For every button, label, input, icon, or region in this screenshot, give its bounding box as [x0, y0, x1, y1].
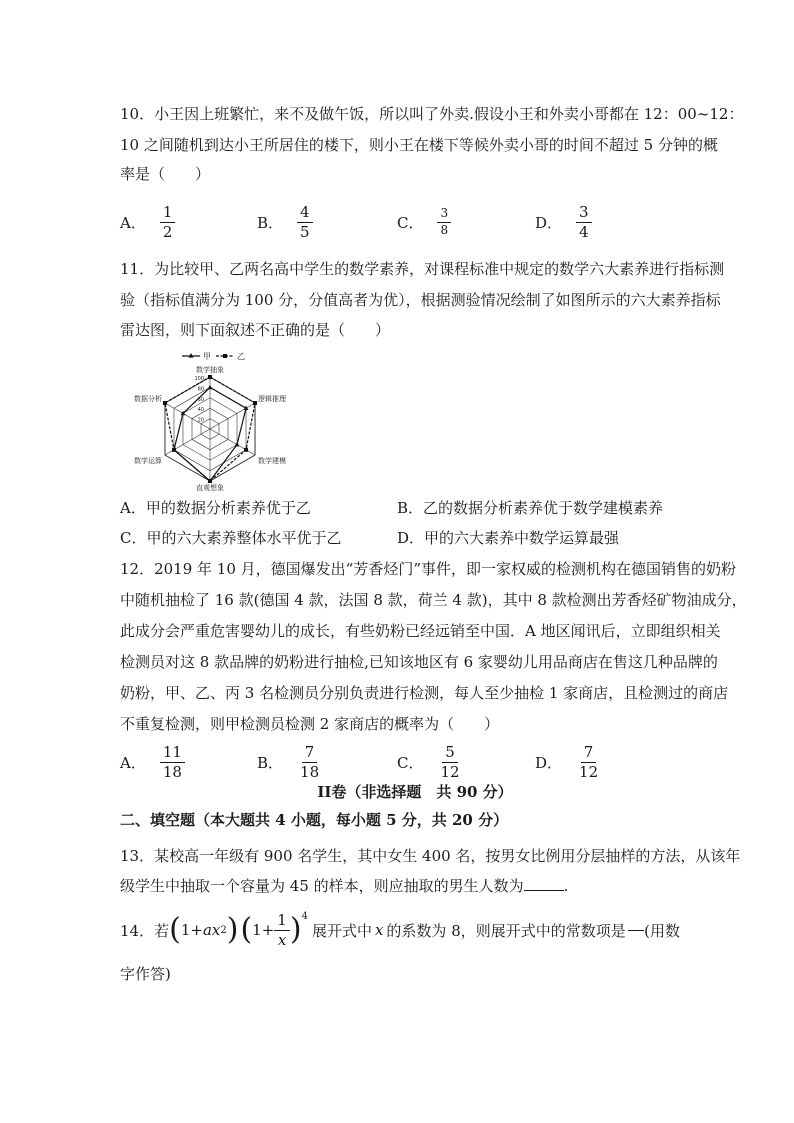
tick-label: 80: [197, 386, 204, 393]
q14-line1: 14．若 ( 1+ a x 2 ) ( 1+ $\frac{1}{x}$ ) $^4$ 展开式中 x 的系数为 8，则展开式中的常数项是 (用数: [120, 910, 680, 949]
tick-label: 20: [197, 417, 204, 424]
q14-line2: 字作答): [120, 965, 171, 983]
axis-label: 数学运算: [133, 457, 162, 465]
radar-chart: [120, 349, 300, 492]
legend-jia-marker: [189, 353, 194, 358]
q13-answer-blank[interactable]: [524, 890, 564, 891]
q12-line5: 奶粉，甲、乙、丙 3 名检测员分别负责进行检测，每人至少抽检 1 家商店，且检测过的商店: [120, 684, 729, 702]
q12-option-a: A． $\frac{11}{18}$: [120, 738, 185, 786]
jia-series-point: [235, 442, 240, 446]
q12-line1: 12．2019 年 10 月，德国爆发出“芳香烃门”事件，即一家权威的检测机构在德国销售的奶粉: [120, 560, 736, 578]
q11-option-c: C．甲的六大素养整体水平优于乙: [120, 529, 342, 547]
fill-heading: 二、填空题（本大题共 4 小题，每小题 5 分，共 20 分）: [120, 811, 509, 829]
q11-line1: 11．为比较甲、乙两名高中学生的数学素养，对课程标准中规定的数学六大素养进行指标测: [120, 260, 725, 278]
q10-option-d: D． $\frac{3}{4}$: [535, 198, 592, 246]
axis-label: 数学抽象: [196, 366, 224, 374]
q11-option-a: A．甲的数据分析素养优于乙: [120, 499, 311, 517]
q10-line1: 10．小王因上班繁忙，来不及做午饭，所以叫了外卖.假设小王和外卖小哥都在 12：00~12：: [120, 105, 744, 123]
legend-jia-label: 甲: [203, 352, 211, 361]
tick-label: 40: [197, 407, 204, 414]
q10-line3: 率是（ ）: [120, 165, 211, 183]
q12-option-c: C． $\frac{5}{12}$: [397, 743, 460, 781]
q12-option-d: D． $\frac{7}{12}$: [535, 743, 599, 781]
q11-line3: 雷达图，则下面叙述不正确的是（ ）: [120, 321, 391, 339]
axis-spoke: [165, 429, 210, 455]
axis-spoke: [210, 403, 255, 429]
q10-line2: 10 之间随机到达小王所居住的楼下，则小王在楼下等候外卖小哥的时间不超过 5 分钟的概: [120, 136, 718, 154]
q10-options: [120, 198, 680, 246]
yi-series-point: [208, 375, 212, 379]
q10-option-a: A． $\frac{1}{2}$: [120, 198, 175, 246]
q12-line4: 检测员对这 8 款品牌的奶粉进行抽检,已知该地区有 6 家婴幼儿用品商店在售这几种品牌的: [120, 653, 718, 671]
axis-label: 逻辑推理: [258, 395, 287, 403]
yi-series-point: [163, 401, 167, 405]
q10-option-c: C． $\frac{3}{8}$: [397, 198, 451, 246]
section-2-title: II卷（非选择题 共 90 分）: [317, 783, 513, 801]
q10-option-b: B． $\frac{4}{5}$: [257, 198, 313, 246]
yi-series-point: [244, 448, 248, 452]
tick-label: 60: [197, 396, 204, 403]
yi-series-point: [172, 448, 176, 452]
yi-series-point: [253, 401, 257, 405]
q12-option-b: B． $\frac{7}{18}$: [257, 743, 320, 781]
q12-line3: 此成分会严重危害婴幼儿的成长，有些奶粉已经远销至中国．A 地区闻讯后，立即组织相关: [120, 622, 721, 640]
axis-label: 数据分析: [133, 395, 162, 403]
yi-series-point: [208, 479, 212, 483]
q12-line6: 不重复检测，则甲检测员检测 2 家商店的概率为（ ）: [120, 715, 500, 733]
axis-label: 数学建模: [258, 457, 287, 465]
q12-line2: 中随机抽检了 16 款(德国 4 款，法国 8 款，荷兰 4 款)，其中 8 款检测出芳香烃矿物油成分，: [120, 591, 747, 609]
q14-answer-blank[interactable]: [628, 930, 644, 931]
q13-line2: 级学生中抽取一个容量为 45 的样本，则应抽取的男生人数为 .: [120, 877, 569, 895]
q13-line1: 13．某校高一年级有 900 名学生，其中女生 400 名，按男女比例用分层抽样的方法，从该年: [120, 847, 741, 865]
axis-label: 直观想象: [196, 484, 224, 492]
q11-option-b: B．乙的数据分析素养优于数学建模素养: [397, 499, 664, 517]
tick-label: 100: [194, 376, 204, 382]
q11-option-d: D．甲的六大素养中数学运算最强: [397, 529, 620, 547]
jia-series-point: [208, 385, 213, 389]
q11-line2: 验（指标值满分为 100 分，分值高者为优），根据测验情况绘制了如图所示的六大素养指标: [120, 291, 721, 309]
legend-yi-label: 乙: [237, 352, 245, 361]
legend-yi-marker: [223, 354, 227, 358]
